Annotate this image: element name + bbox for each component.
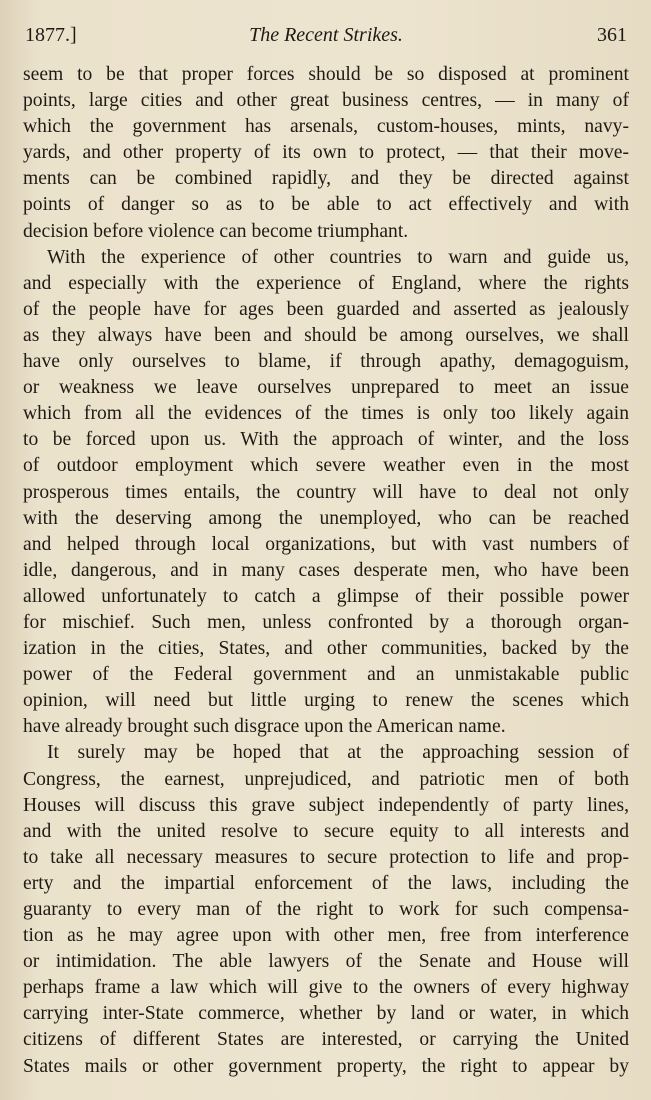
text-line: points of danger so as to be able to act effectively and with: [23, 194, 629, 216]
text-line: Congress, the earnest, unprejudiced, and patriotic men of both: [23, 768, 629, 790]
text-line: and with the united resolve to secure equity to all interests and: [23, 820, 629, 842]
text-line: of outdoor employment which severe weather even in the most: [23, 455, 629, 477]
text-line: and especially with the experience of England, where the rights: [23, 272, 629, 294]
running-head-year: 1877.]: [25, 24, 77, 46]
text-line: prosperous times entails, the country will have to deal not only: [23, 481, 629, 503]
running-head: [23, 16, 629, 56]
text-line: erty and the impartial enforcement of the laws, including the: [23, 872, 629, 894]
text-line: tion as he may agree upon with other men, free from interference: [23, 925, 629, 947]
text-line: as they always have been and should be among ourselves, we shall: [23, 324, 629, 346]
page-number: 361: [597, 24, 627, 46]
text-line: have only ourselves to blame, if through apathy, demagoguism,: [23, 351, 629, 373]
text-line: Houses will discuss this grave subject independently of party lines,: [23, 794, 629, 816]
text-line-paragraph-end: decision before violence can become triumphant.: [23, 220, 409, 242]
text-line: carrying inter-State commerce, whether by land or water, in which: [23, 1003, 629, 1025]
text-line: yards, and other property of its own to protect, — that their move-: [23, 142, 629, 164]
text-line: opinion, will need but little urging to renew the scenes which: [23, 690, 629, 712]
text-line: ization in the cities, States, and other communities, backed by the: [23, 638, 629, 660]
text-line: which the government has arsenals, custom-houses, mints, navy-: [23, 116, 629, 138]
text-line: or intimidation. The able lawyers of the Senate and House will: [23, 951, 629, 973]
text-line-paragraph-end: have already brought such disgrace upon the American name.: [23, 716, 506, 738]
running-head-title: The Recent Strikes.: [249, 24, 403, 46]
text-line: with the deserving among the unemployed, who can be reached: [23, 507, 629, 529]
text-line: or weakness we leave ourselves unprepared to meet an issue: [23, 377, 629, 399]
text-line: guaranty to every man of the right to work for such compensa-: [23, 899, 629, 920]
text-line: of the people have for ages been guarded and asserted as jealously: [23, 298, 629, 320]
text-line: and helped through local organizations, but with vast numbers of: [23, 533, 629, 555]
text-line: States mails or other government property, the right to appear by: [23, 1055, 629, 1077]
text-line: power of the Federal government and an unmistakable public: [23, 664, 629, 686]
body-text: [23, 62, 629, 1080]
text-line-paragraph-start: With the experience of other countries to warn and guide us,: [47, 246, 629, 268]
text-line: to be forced upon us. With the approach of winter, and the loss: [23, 429, 629, 451]
text-line: for mischief. Such men, unless confronted by a thorough organ-: [23, 611, 629, 633]
text-line: perhaps frame a law which will give to the owners of every highway: [23, 977, 629, 999]
text-line: seem to be that proper forces should be so disposed at prominent: [23, 64, 629, 85]
text-line: citizens of different States are interested, or carrying the United: [23, 1029, 629, 1051]
text-line: points, large cities and other great business centres, — in many of: [23, 90, 629, 112]
text-line-paragraph-start: It surely may be hoped that at the approaching session of: [47, 742, 629, 764]
text-line: ments can be combined rapidly, and they be directed against: [23, 168, 629, 190]
text-line: idle, dangerous, and in many cases desperate men, who have been: [23, 559, 629, 581]
text-line: to take all necessary measures to secure protection to life and prop-: [23, 846, 629, 868]
text-line: which from all the evidences of the times is only too likely again: [23, 403, 629, 425]
text-line: allowed unfortunately to catch a glimpse of their possible power: [23, 585, 629, 607]
